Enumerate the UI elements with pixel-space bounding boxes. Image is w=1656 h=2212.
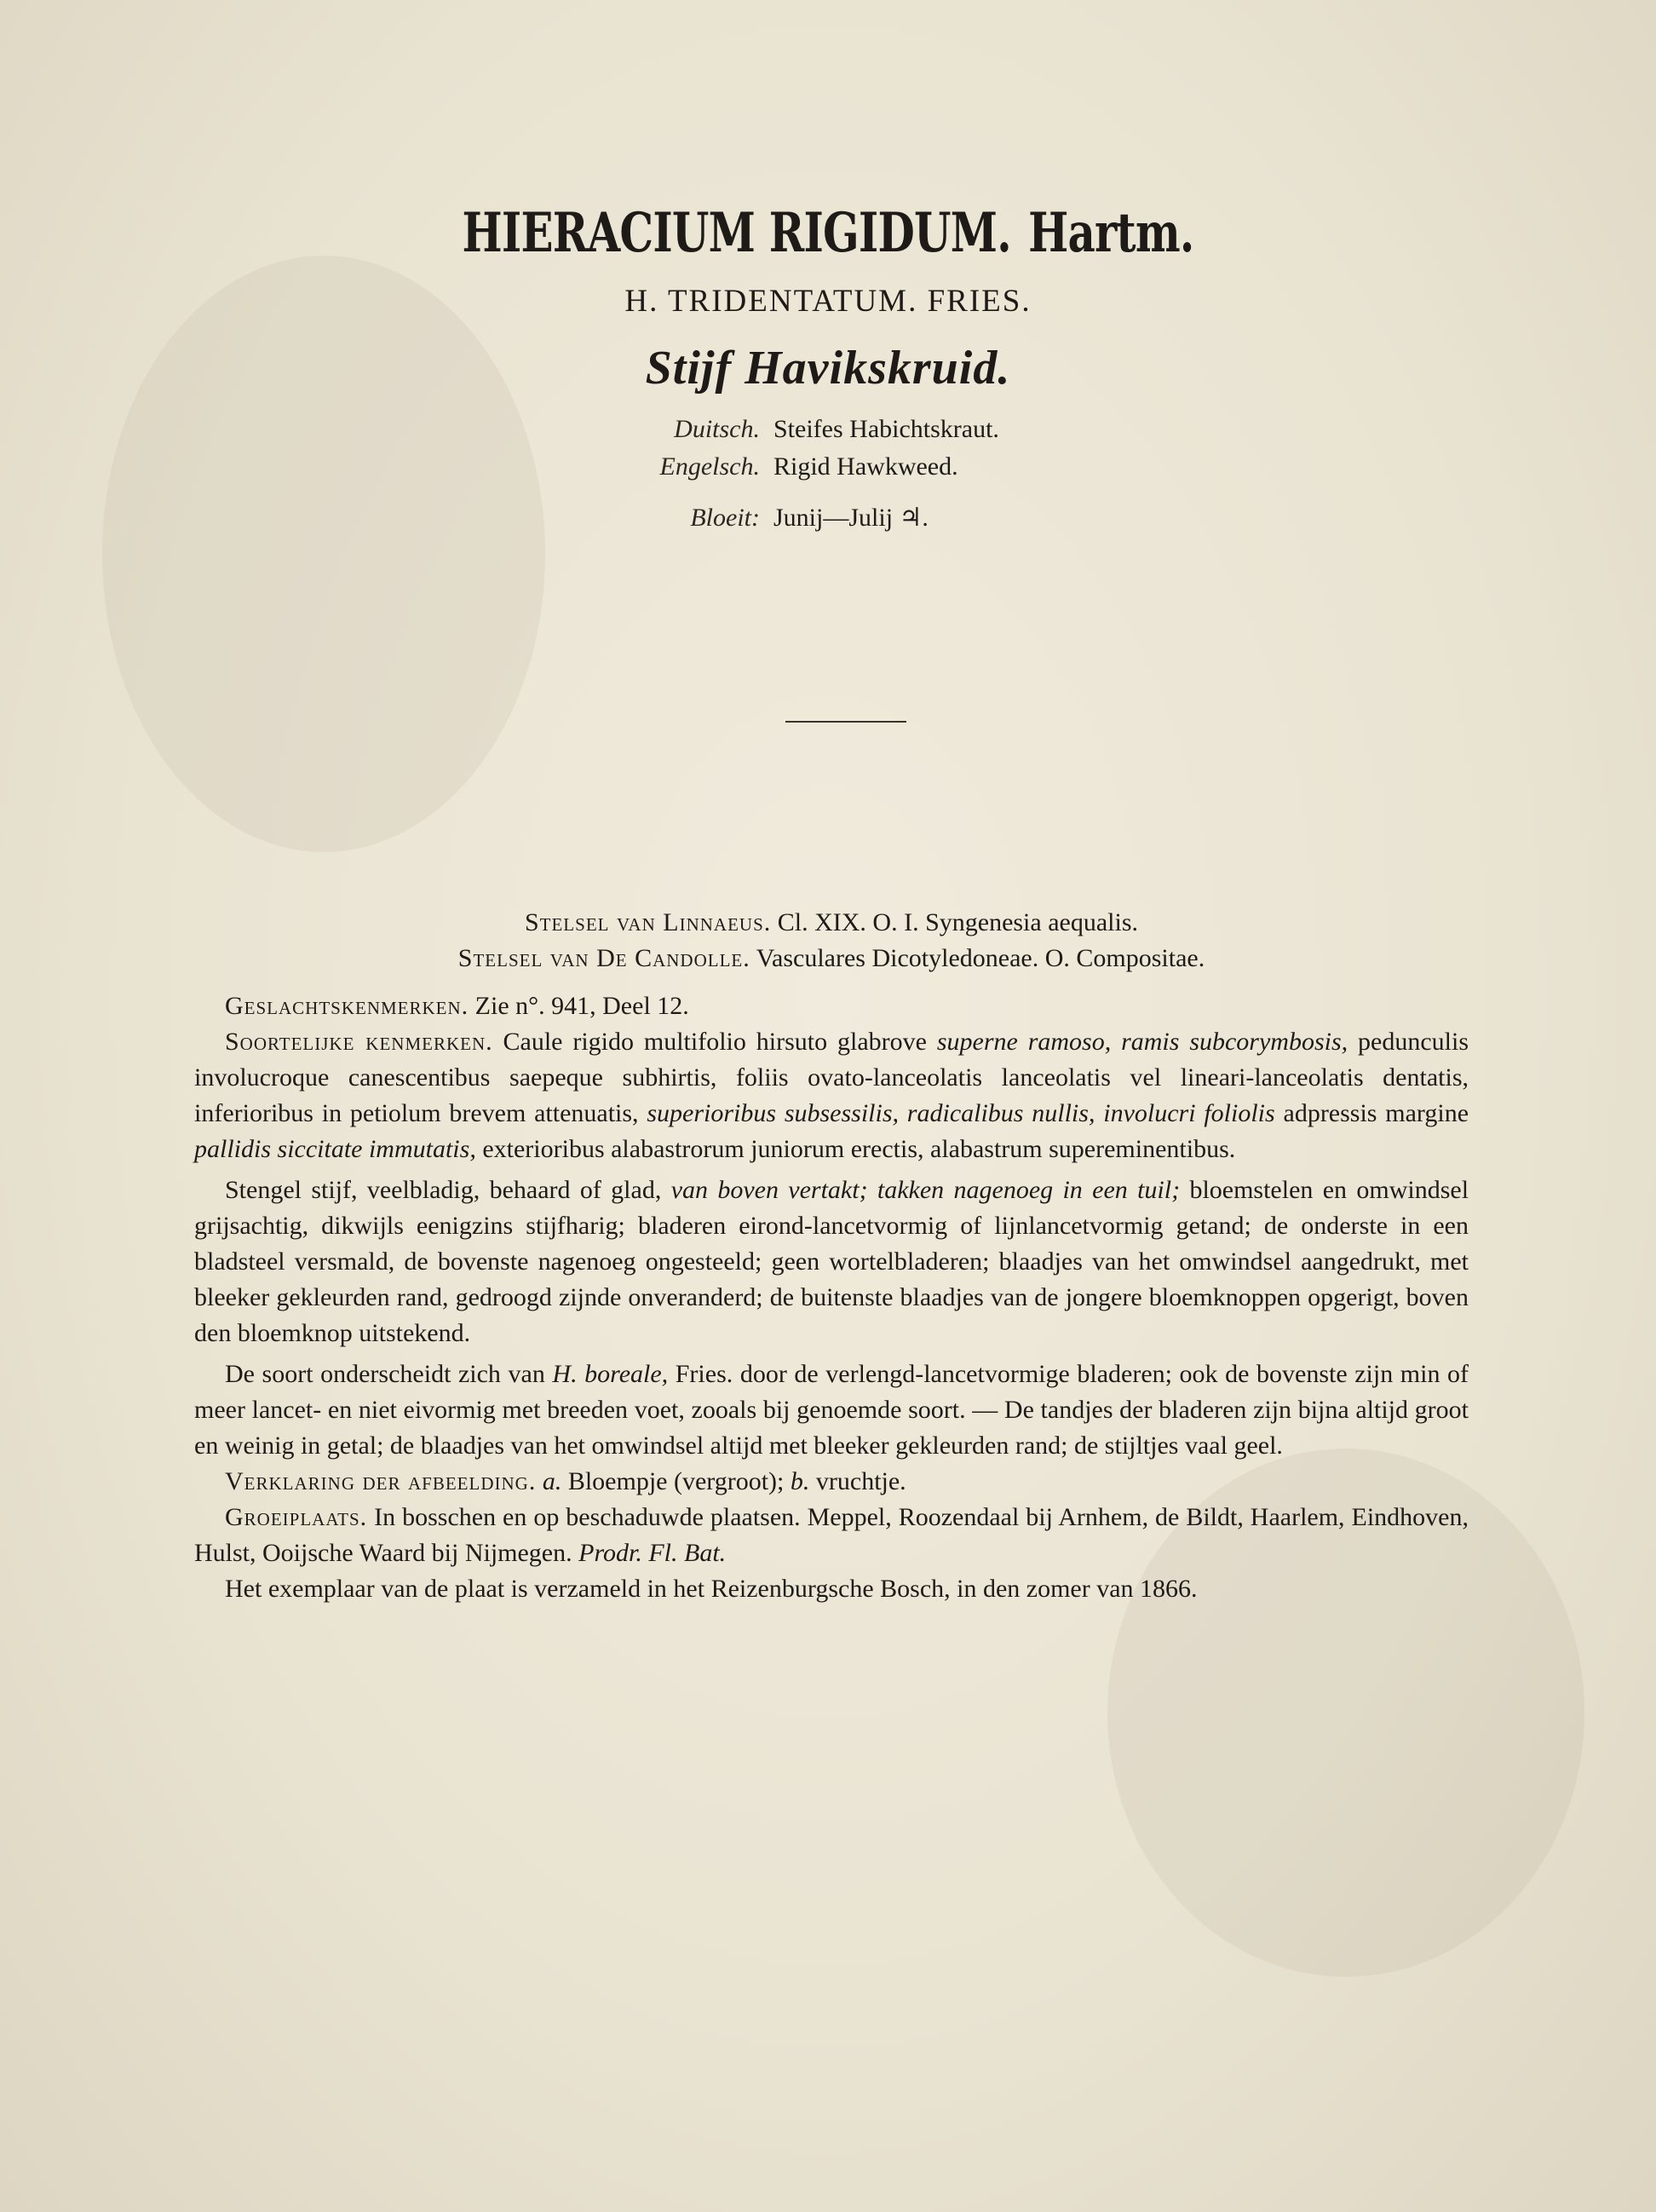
common-names (641, 411, 999, 537)
text: bloemstelen en omwindsel grijsachtig, dikwijls eenigzins stijfharig; bladeren eirond-lancetvormig of lijnlancetvormig getand; de onderste in een bladsteel versmald, de bovenste nagenoeg ongesteeld; geen wortelbladeren; blaadjes van het omwindsel aangedrukt, met bleeker gekleurden rand, gedroogd zijnde onveranderd; de buitenste blaadjes van de jongere bloemknoppen opgerigt, boven den bloemknop uitstekend. (194, 1176, 1469, 1347)
lang-label: Engelsch. (659, 452, 760, 481)
italic-text: van boven vertakt; takken nagenoeg in een tuil; (670, 1176, 1181, 1204)
groeiplaats-paragraph (194, 1500, 1469, 1571)
text: pedunculis involucroque canescentibus saepeque subhirtis, foliis ovato-lanceolatis lanceolatis vel lineari-lanceolatis dentatis, inferioribus in petiolum brevem attenuatis, (194, 1028, 1469, 1127)
soort-paragraph (194, 1024, 1469, 1167)
text: De soort onderscheidt zich van (225, 1360, 545, 1388)
lang-value: Steifes Habichtskraut. (773, 415, 999, 443)
text: exterioribus alabastrorum juniorum erectis, alabastrum supereminentibus. (482, 1135, 1236, 1163)
bloei-row (641, 499, 999, 537)
text: adpressis margine (1283, 1099, 1469, 1127)
italic-text: pallidis siccitate immutatis, (194, 1135, 476, 1163)
text: In bosschen en op beschaduwde plaatsen. Meppel, Roozendaal bij Arnhem, de Bildt, Haarlem, Eindhoven, Hulst, Ooijsche Waard bij Nijmegen. (194, 1503, 1469, 1567)
text: Bloempje (vergroot); (567, 1467, 785, 1495)
name-row-english (641, 448, 999, 486)
italic-text: b. (790, 1467, 810, 1495)
name-row-german (641, 411, 999, 448)
divider-rule (785, 721, 906, 723)
stengel-paragraph (194, 1172, 1469, 1351)
bloei-label: Bloeit: (690, 504, 760, 532)
species-title (182, 201, 1474, 265)
italic-text: superne ramoso, ramis subcorymbosis, (936, 1028, 1348, 1056)
italic-text: Prodr. Fl. Bat. (578, 1539, 727, 1567)
system-value: Vasculares Dicotyledoneae. O. Compositae. (756, 944, 1205, 972)
geslacht-paragraph (194, 988, 1469, 1024)
system-linnaeus (194, 905, 1469, 941)
system-candolle (194, 941, 1469, 976)
system-value: Cl. XIX. O. I. Syngenesia aequalis. (777, 908, 1139, 936)
species-author: Hartm. (1028, 201, 1194, 265)
italic-text: H. boreale, (552, 1360, 669, 1388)
dutch-name: Stijf Havikskruid. (645, 342, 1011, 395)
italic-text: a. (542, 1467, 562, 1495)
text: Stengel stijf, veelbladig, behaard of glad, (225, 1176, 662, 1204)
italic-text: superioribus subsessilis, radicalibus nullis, involucri foliolis (647, 1099, 1275, 1127)
soort-note-paragraph (194, 1357, 1469, 1464)
system-label: Stelsel van Linnaeus. (524, 908, 772, 936)
section-label: Geslachtskenmerken. (225, 992, 469, 1020)
system-label: Stelsel van De Candolle. (457, 944, 750, 972)
lang-value: Rigid Hawkweed. (773, 452, 958, 481)
species-name: HIERACIUM RIGIDUM. (462, 201, 1011, 265)
text: Fries. door de verlengd-lancetvormige bladeren; ook de bovenste zijn min of meer lancet- en niet eivormig met breeden voet, zooals bij genoemde soort. — De tandjes der bladeren zijn bijna altijd groot en weinig in getal; de blaadjes van het omwindsel altijd met bleeker gekleurden rand; de stijltjes vaal geel. (194, 1360, 1469, 1460)
section-text: Zie n°. 941, Deel 12. (474, 992, 689, 1020)
description-body (194, 905, 1469, 1607)
verklaring-paragraph (194, 1464, 1469, 1500)
synonym: H. TRIDENTATUM. FRIES. (624, 284, 1032, 319)
lang-label: Duitsch. (674, 415, 760, 443)
section-label: Groeiplaats. (225, 1503, 368, 1531)
section-label: Soortelijke kenmerken. (225, 1028, 493, 1056)
text: vruchtje. (815, 1467, 906, 1495)
section-label: Verklaring der afbeelding. (225, 1467, 537, 1495)
text: Caule rigido multifolio hirsuto glabrove (503, 1028, 927, 1056)
exemplaar-paragraph: Het exemplaar van de plaat is verzameld in het Reizenburgsche Bosch, in den zomer van 1866. (225, 1575, 1198, 1603)
bloei-value: Junij—Julij ♃. (773, 504, 929, 532)
